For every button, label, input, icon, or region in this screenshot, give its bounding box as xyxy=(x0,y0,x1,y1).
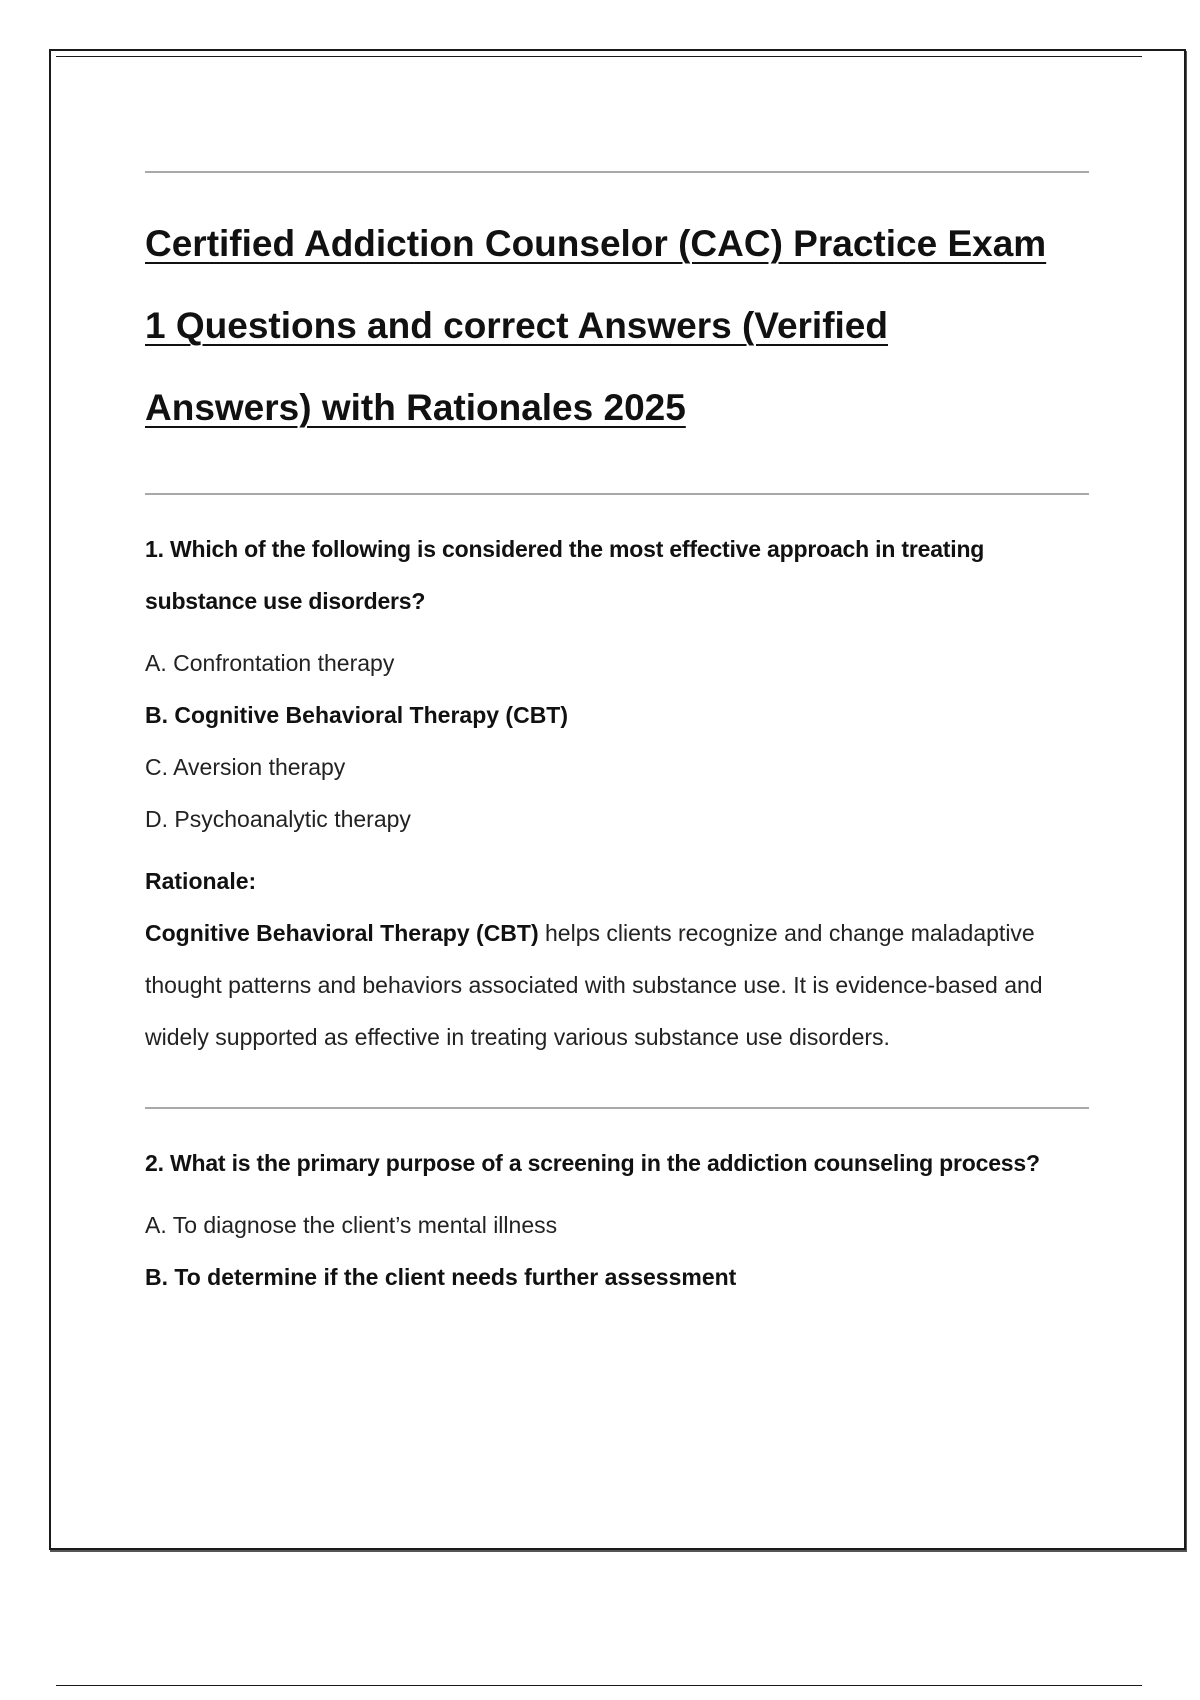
rationale-label: Rationale: xyxy=(145,868,257,894)
title-line: Answers) with Rationales 2025 xyxy=(145,387,686,428)
document-title xyxy=(145,203,1089,449)
option-item: A. To diagnose the client’s mental illness xyxy=(145,1212,558,1238)
question-text: 2. What is the primary purpose of a screening in the addiction counseling process? xyxy=(145,1150,1040,1176)
top-rule xyxy=(56,56,1142,57)
option-item: C. Aversion therapy xyxy=(145,754,346,780)
question-text: 1. Which of the following is considered the most effective approach in treating substance use disorders? xyxy=(145,536,985,614)
rationale-text xyxy=(145,907,1089,1063)
title-line: Certified Addiction Counselor (CAC) Practice Exam xyxy=(145,223,1047,264)
options-list xyxy=(145,1199,1089,1303)
option-item: A. Confrontation therapy xyxy=(145,650,395,676)
option-item-correct: B. Cognitive Behavioral Therapy (CBT) xyxy=(145,702,569,728)
bottom-rule xyxy=(56,1685,1142,1686)
rationale-term: Cognitive Behavioral Therapy (CBT) xyxy=(145,920,539,946)
rationale-body: helps clients recognize and change maladaptive thought patterns and behaviors associated with substance use. It is evidence-based and widely supported as effective in treating various substance use disorders. xyxy=(145,920,1043,1050)
divider-after-title xyxy=(145,493,1089,495)
option-item-correct: B. To determine if the client needs further assessment xyxy=(145,1264,737,1290)
title-line: 1 Questions and correct Answers (Verified xyxy=(145,305,888,346)
question-block-1 xyxy=(145,523,1089,1063)
divider-between-questions xyxy=(145,1107,1089,1109)
options-list xyxy=(145,637,1089,845)
divider-top xyxy=(145,171,1089,173)
document-body xyxy=(145,171,1089,1303)
option-item: D. Psychoanalytic therapy xyxy=(145,806,411,832)
question-block-2 xyxy=(145,1137,1089,1303)
